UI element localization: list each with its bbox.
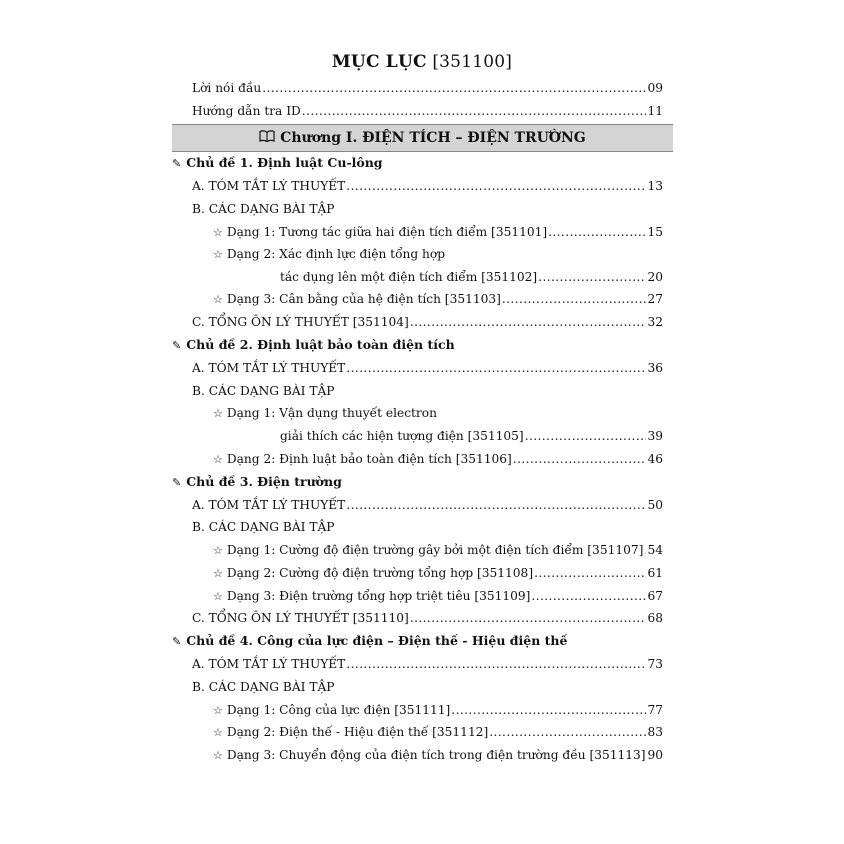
leader-dots <box>489 723 646 741</box>
leader-dots <box>410 609 647 627</box>
toc-entry[interactable] <box>192 200 663 218</box>
entry-label: Dạng 2: Cường độ điện trường tổng hợp [351108] <box>226 566 534 580</box>
toc-entry[interactable] <box>213 746 663 764</box>
star-outline-icon: ☆ <box>213 453 223 466</box>
entry-page: 46 <box>647 452 663 466</box>
entry-label: Dạng 3: Chuyển động của điện tích trong điện trường đều [351113] <box>226 748 646 762</box>
page-title <box>0 52 844 72</box>
entry-page: 13 <box>647 179 663 193</box>
entry-page: 32 <box>647 315 663 329</box>
entry-label: Dạng 1: Vận dụng thuyết electron <box>226 406 437 420</box>
pencil-icon: ✎ <box>172 635 182 648</box>
entry-page: 15 <box>647 225 663 239</box>
toc-entry[interactable] <box>192 496 663 514</box>
topic-heading-3[interactable] <box>172 473 342 491</box>
star-outline-icon: ☆ <box>213 567 223 580</box>
toc-entry[interactable] <box>213 564 663 582</box>
leader-dots <box>262 79 646 97</box>
entry-label: C. TỔNG ÔN LÝ THUYẾT [351110] <box>192 611 409 625</box>
toc-entry[interactable] <box>192 359 663 377</box>
star-outline-icon: ☆ <box>213 407 223 420</box>
entry-page: 39 <box>647 429 663 443</box>
entry-label: Dạng 1: Cường độ điện trường gây bởi một điện tích điểm [351107] <box>226 543 644 557</box>
chapter-heading[interactable] <box>172 124 673 152</box>
pencil-icon: ✎ <box>172 157 182 170</box>
toc-entry[interactable] <box>213 541 663 559</box>
entry-label: A. TÓM TẮT LÝ THUYẾT <box>192 361 346 375</box>
entry-label: Dạng 3: Cân bằng của hệ điện tích [351103] <box>226 292 501 306</box>
star-outline-icon: ☆ <box>213 544 223 557</box>
title-code: [351100] <box>432 52 513 72</box>
topic-heading-1[interactable] <box>172 154 383 172</box>
entry-page: 36 <box>647 361 663 375</box>
entry-label: A. TÓM TẮT LÝ THUYẾT <box>192 657 346 671</box>
toc-entry[interactable] <box>213 450 663 468</box>
entry-label: Dạng 2: Xác định lực điện tổng hợp <box>226 247 446 261</box>
entry-page: 11 <box>647 104 663 118</box>
entry-page: 61 <box>647 566 663 580</box>
toc-entry[interactable] <box>213 701 663 719</box>
topic-label: Chủ đề 4. Công của lực điện – Điện thế - Hiệu điện thế <box>186 633 568 648</box>
entry-page: 67 <box>647 589 663 603</box>
entry-label: Dạng 1: Tương tác giữa hai điện tích điểm [351101] <box>226 225 548 239</box>
toc-entry[interactable] <box>213 404 663 422</box>
topic-heading-2[interactable] <box>172 336 455 354</box>
entry-page: 73 <box>647 657 663 671</box>
star-outline-icon: ☆ <box>213 293 223 306</box>
pencil-icon: ✎ <box>172 339 182 352</box>
entry-label: giải thích các hiện tượng điện [351105] <box>280 429 524 443</box>
entry-page: 77 <box>647 703 663 717</box>
leader-dots <box>644 541 646 559</box>
entry-label: B. CÁC DẠNG BÀI TẬP <box>192 384 335 398</box>
star-outline-icon: ☆ <box>213 704 223 717</box>
leader-dots <box>346 359 646 377</box>
leader-dots <box>502 290 647 308</box>
entry-label: B. CÁC DẠNG BÀI TẬP <box>192 680 335 694</box>
title-text: MỤC LỤC <box>331 52 427 72</box>
entry-label: B. CÁC DẠNG BÀI TẬP <box>192 202 335 216</box>
leader-dots <box>410 313 647 331</box>
leader-dots <box>451 701 646 719</box>
entry-page: 50 <box>647 498 663 512</box>
toc-entry[interactable] <box>213 245 663 263</box>
toc-entry[interactable] <box>192 518 663 536</box>
entry-label: Lời nói đầu <box>192 81 262 95</box>
leader-dots <box>346 496 646 514</box>
entry-label: C. TỔNG ÔN LÝ THUYẾT [351104] <box>192 315 409 329</box>
topic-label: Chủ đề 1. Định luật Cu-lông <box>186 155 383 170</box>
leader-dots <box>346 655 646 673</box>
toc-entry[interactable] <box>192 609 663 627</box>
topic-heading-4[interactable] <box>172 632 567 650</box>
toc-entry[interactable] <box>213 223 663 241</box>
entry-label: Dạng 2: Điện thế - Hiệu điện thế [351112] <box>226 725 489 739</box>
toc-entry[interactable] <box>280 427 663 445</box>
star-outline-icon: ☆ <box>213 726 223 739</box>
entry-page: 27 <box>647 292 663 306</box>
toc-entry[interactable] <box>192 313 663 331</box>
leader-dots <box>346 177 646 195</box>
chapter-label: Chương I. ĐIỆN TÍCH – ĐIỆN TRƯỜNG <box>280 130 586 146</box>
leader-dots <box>302 102 647 120</box>
toc-entry[interactable] <box>192 382 663 400</box>
toc-entry[interactable] <box>192 655 663 673</box>
leader-dots <box>531 587 646 605</box>
leader-dots <box>534 564 646 582</box>
entry-label: Hướng dẫn tra ID <box>192 104 301 118</box>
toc-entry[interactable] <box>213 587 663 605</box>
entry-page: 20 <box>647 270 663 284</box>
entry-label: A. TÓM TẮT LÝ THUYẾT <box>192 498 346 512</box>
toc-entry-id-guide[interactable] <box>192 102 663 120</box>
toc-entry[interactable] <box>280 268 663 286</box>
entry-page: 09 <box>647 81 663 95</box>
entry-label: Dạng 1: Công của lực điện [351111] <box>226 703 451 717</box>
leader-dots <box>548 223 646 241</box>
entry-page: 68 <box>647 611 663 625</box>
entry-label: tác dụng lên một điện tích điểm [351102] <box>280 270 538 284</box>
star-outline-icon: ☆ <box>213 226 223 239</box>
leader-dots <box>525 427 647 445</box>
pencil-icon: ✎ <box>172 476 182 489</box>
entry-label: Dạng 2: Định luật bảo toàn điện tích [351106] <box>226 452 512 466</box>
leader-dots <box>513 450 647 468</box>
topic-label: Chủ đề 3. Điện trường <box>186 474 342 489</box>
entry-label: B. CÁC DẠNG BÀI TẬP <box>192 520 335 534</box>
star-outline-icon: ☆ <box>213 248 223 261</box>
star-outline-icon: ☆ <box>213 590 223 603</box>
entry-page: 90 <box>647 748 663 762</box>
entry-label: Dạng 3: Điện trường tổng hợp triệt tiêu [351109] <box>226 589 531 603</box>
open-book-icon <box>259 130 275 146</box>
star-outline-icon: ☆ <box>213 749 223 762</box>
toc-entry[interactable] <box>192 177 663 195</box>
entry-label: A. TÓM TẮT LÝ THUYẾT <box>192 179 346 193</box>
toc-entry[interactable] <box>192 678 663 696</box>
toc-entry-preface[interactable] <box>192 79 663 97</box>
entry-page: 83 <box>647 725 663 739</box>
entry-page: 54 <box>647 543 663 557</box>
toc-entry[interactable] <box>213 290 663 308</box>
leader-dots <box>538 268 646 286</box>
topic-label: Chủ đề 2. Định luật bảo toàn điện tích <box>186 337 455 352</box>
toc-entry[interactable] <box>213 723 663 741</box>
